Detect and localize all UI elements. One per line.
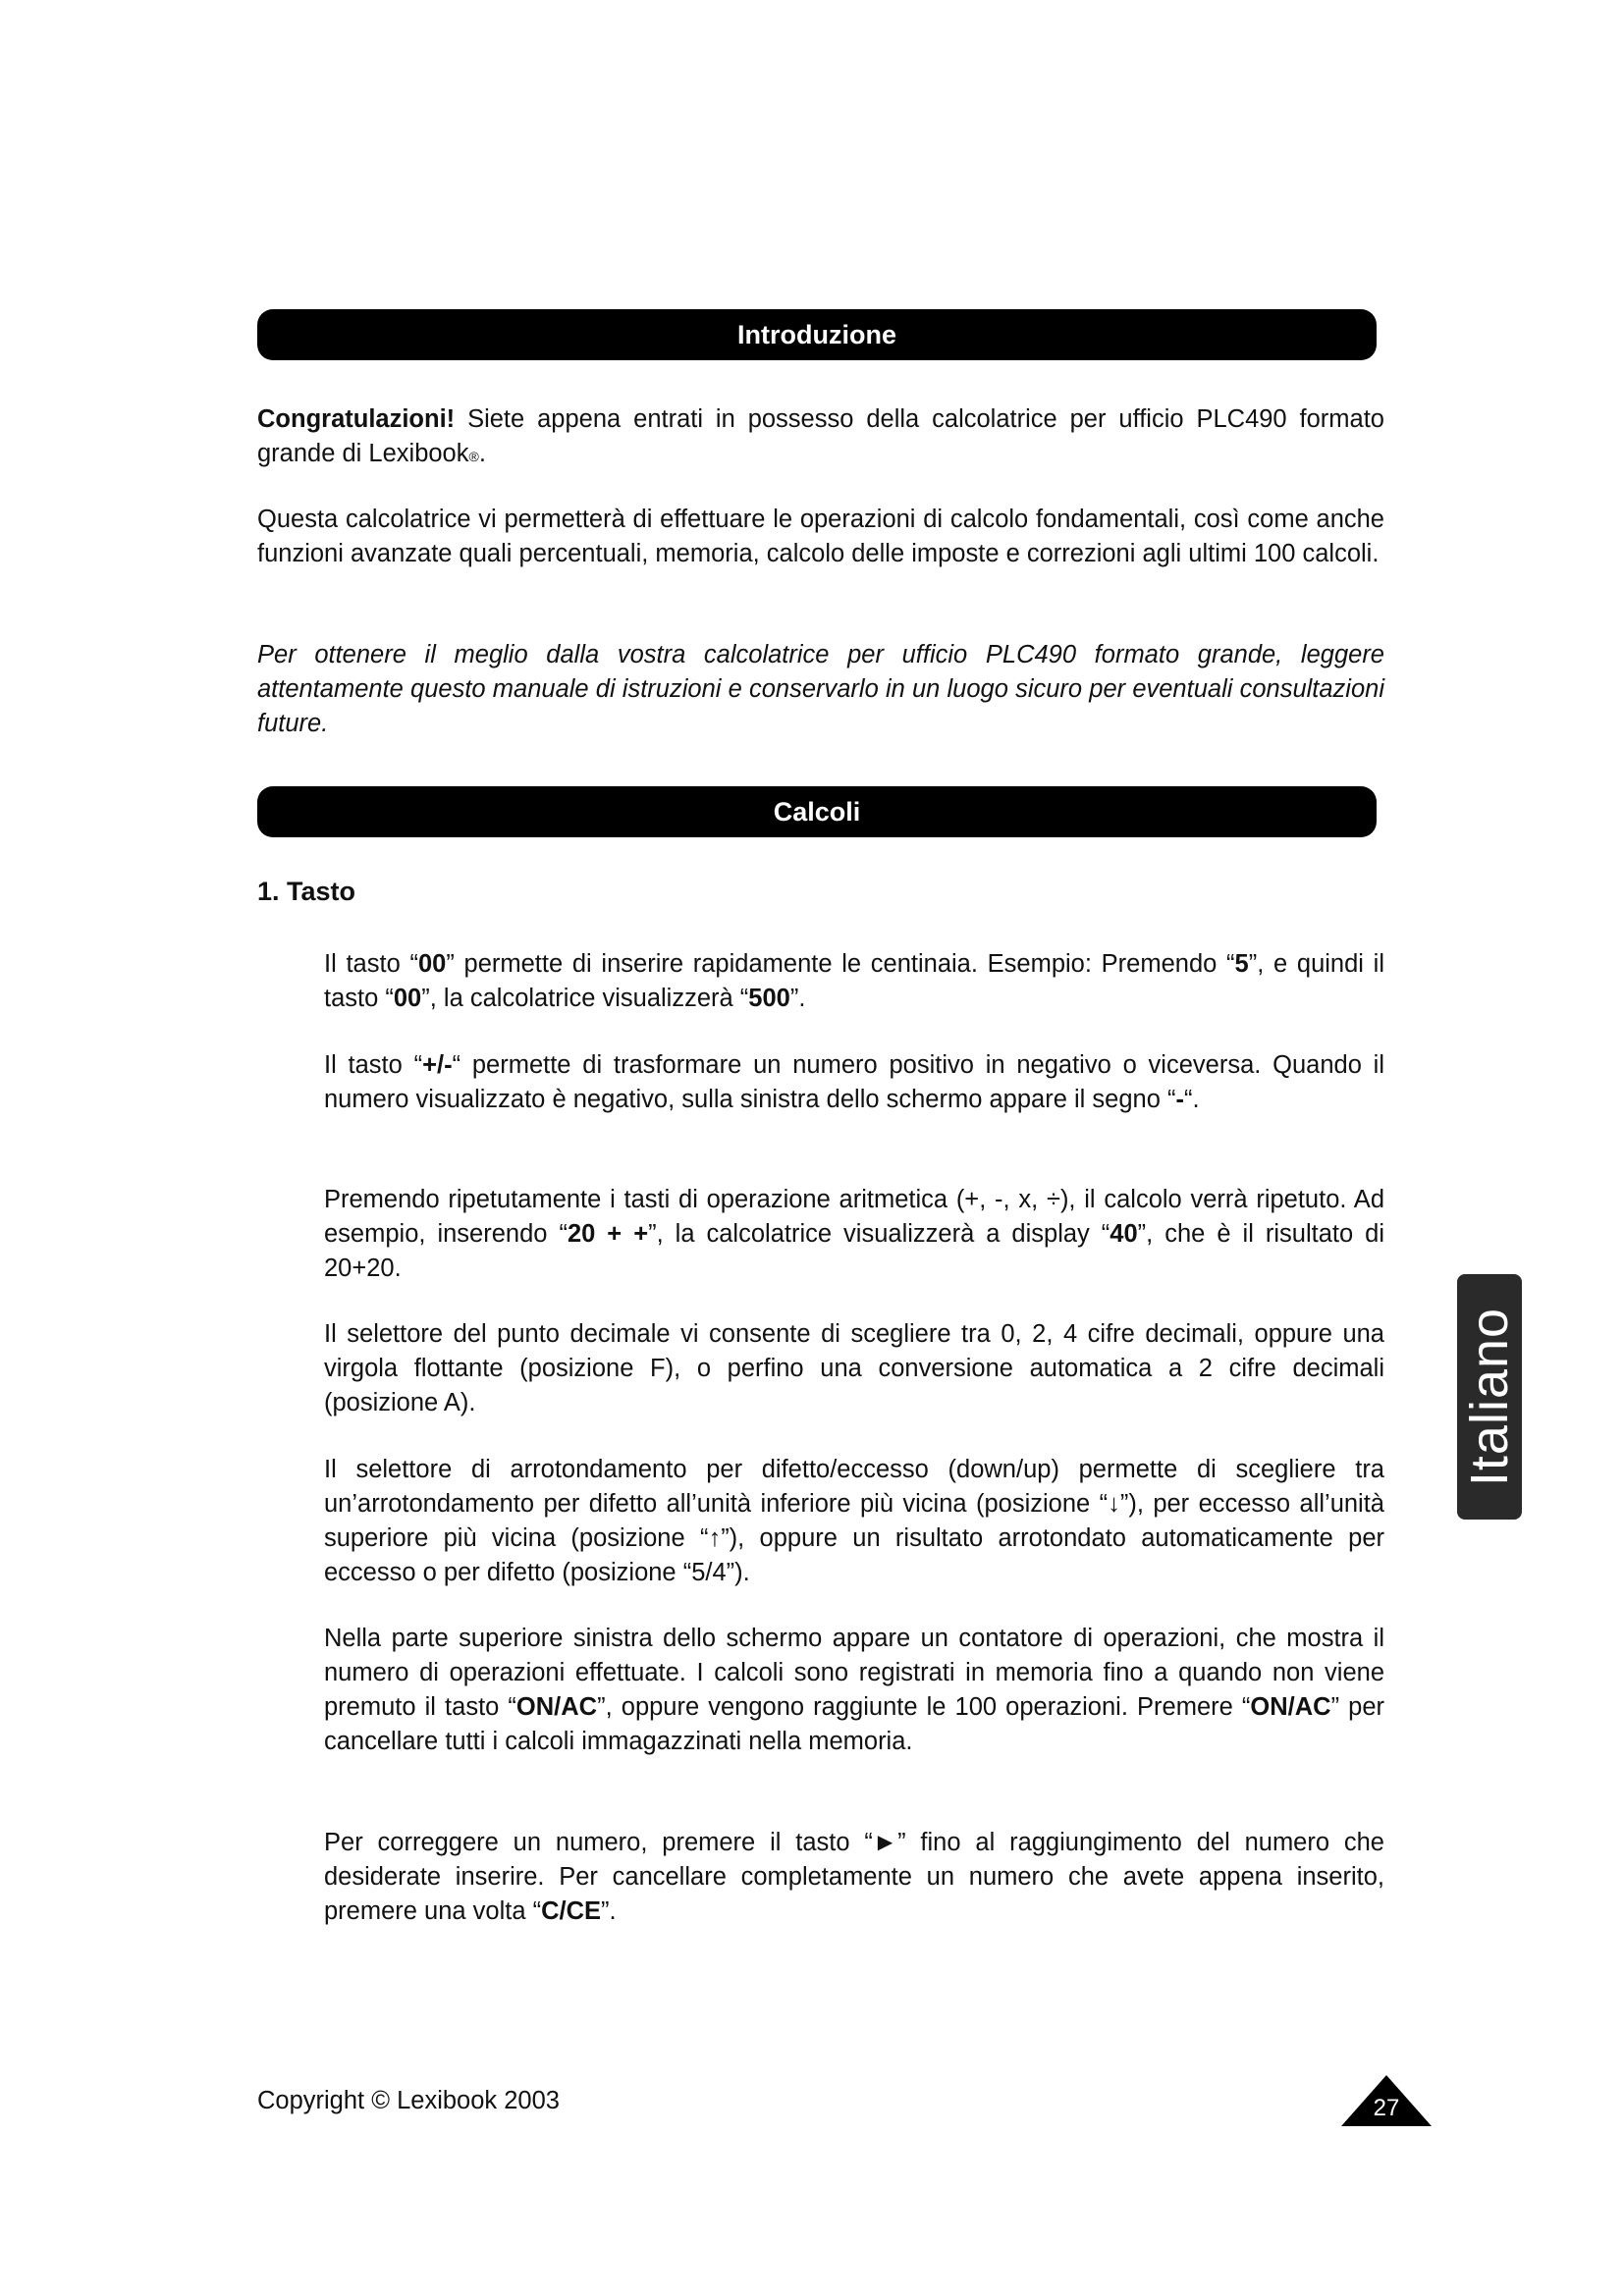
tasto-paragraph-5: Il selettore di arrotondamento per difetto/eccesso (down/up) permette di scegliere tra un’arrotondamento per difetto all’unità inferiore più vicina (posizione “↓”), per eccesso all’unità superiore più vicina (posizione “↑”), oppure un risultato arrotondato automaticamente per eccesso o per difetto (posizione “5/4”). xyxy=(324,1456,1384,1586)
page-number: 27 xyxy=(1373,2095,1400,2121)
copyright-footer: Copyright © Lexibook 2003 xyxy=(257,2087,560,2114)
tasto-paragraph-7: Per correggere un numero, premere il tasto “►” fino al raggiungimento del numero che desiderate inserire. Per cancellare completamente un numero che avete appena inserito, premere una volta “C/CE”. xyxy=(324,1829,1384,1925)
page-number-badge xyxy=(1339,2073,1434,2128)
tasto-paragraph-1: Il tasto “00” permette di inserire rapidamente le centinaia. Esempio: Premendo “5”, e quindi il tasto “00”, la calcolatrice visualizzerà “500”. xyxy=(324,950,1385,1012)
language-tab xyxy=(1457,1274,1522,1520)
intro-paragraph-1: Congratulazioni! Siete appena entrati in possesso della calcolatrice per ufficio PLC490 formato grande di Lexibook®. xyxy=(257,405,1384,467)
section-title: Introduzione xyxy=(737,319,896,349)
section-banner-introduzione xyxy=(257,309,1377,360)
language-tab-label: Italiano xyxy=(1460,1307,1519,1487)
intro-paragraph-3: Per ottenere il meglio dalla vostra calcolatrice per ufficio PLC490 formato grande, leggere attentamente questo manuale di istruzioni e conservarlo in un luogo sicuro per eventuali consultazioni future. xyxy=(257,641,1384,737)
tasto-paragraph-4: Il selettore del punto decimale vi consente di scegliere tra 0, 2, 4 cifre decimali, oppure una virgola flottante (posizione F), o perfino una conversione automatica a 2 cifre decimali (posizione A). xyxy=(324,1320,1384,1416)
intro-paragraph-2: Questa calcolatrice vi permetterà di effettuare le operazioni di calcolo fondamentali, così come anche funzioni avanzate quali percentuali, memoria, calcolo delle imposte e correzioni agli ultimi 100 calcoli. xyxy=(257,506,1384,567)
section-title: Calcoli xyxy=(773,796,861,827)
section-banner-calcoli xyxy=(257,786,1377,837)
tasto-paragraph-6: Nella parte superiore sinistra dello schermo appare un contatore di operazioni, che mostra il numero di operazioni effettuate. I calcoli sono registrati in memoria fino a quando non viene premuto il tasto “ON/AC”, oppure vengono raggiunte le 100 operazioni. Premere “ON/AC” per cancellare tutti i calcoli immagazzinati nella memoria. xyxy=(324,1625,1384,1755)
tasto-paragraph-3: Premendo ripetutamente i tasti di operazione aritmetica (+, -, x, ÷), il calcolo verrà ripetuto. Ad esempio, inserendo “20 + +”, la calcolatrice visualizzerà a display “40”, che è il risultato di 20+20. xyxy=(324,1186,1384,1282)
tasto-paragraph-2: Il tasto “+/-“ permette di trasformare un numero positivo in negativo o viceversa. Quando il numero visualizzato è negativo, sulla sinistra dello schermo appare il segno “-“. xyxy=(324,1051,1384,1113)
intro-congrats: Congratulazioni! xyxy=(257,405,456,433)
subsection-heading: 1. Tasto xyxy=(257,877,356,906)
